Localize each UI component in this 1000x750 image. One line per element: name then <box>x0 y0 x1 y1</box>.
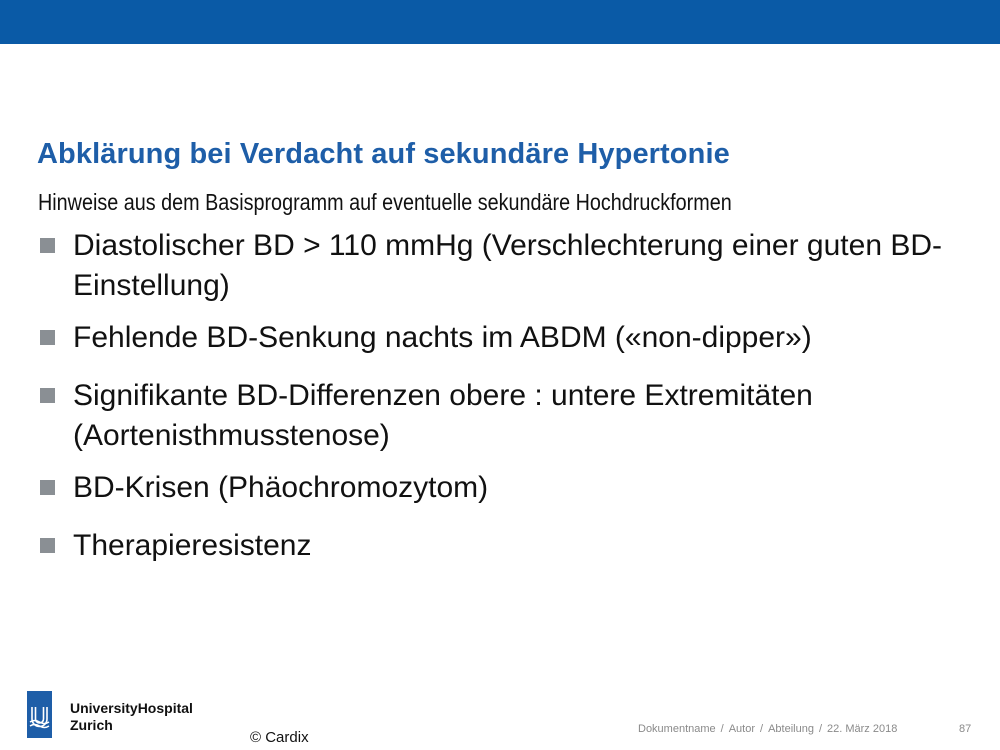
footer-separator: / <box>760 723 764 735</box>
org-name <box>70 700 193 734</box>
bullet-square-icon <box>40 238 55 253</box>
footer-separator: / <box>720 723 724 735</box>
bullet-text: Signifikante BD-Differenzen obere : untere Extremitäten (Aortenisthmusstenose) <box>73 379 813 452</box>
org-name-line2: Zurich <box>70 717 113 733</box>
bullet-item <box>38 226 988 306</box>
bullet-text: Fehlende BD-Senkung nachts im ABDM («non-dipper») <box>73 321 812 354</box>
header-bar <box>0 0 1000 44</box>
bullet-square-icon <box>40 538 55 553</box>
date: 22. März 2018 <box>827 723 898 735</box>
slide-subtitle: Hinweise aus dem Basisprogramm auf eventuelle sekundäre Hochdruckformen <box>38 189 732 215</box>
bullet-square-icon <box>40 330 55 345</box>
bullet-list <box>38 226 988 584</box>
copyright-text: © Cardix <box>250 729 309 746</box>
bullet-text: Therapieresistenz <box>73 529 312 562</box>
page-number: 87 <box>959 723 972 735</box>
author: Autor <box>728 723 756 735</box>
bullet-square-icon <box>40 388 55 403</box>
bullet-square-icon <box>40 480 55 495</box>
bullet-item <box>38 376 988 456</box>
usz-logo-icon <box>27 691 52 738</box>
doc-name: Dokumentname <box>638 723 716 735</box>
footer-separator: / <box>818 723 823 735</box>
bullet-text: Diastolischer BD > 110 mmHg (Verschlechterung einer guten BD-Einstellung) <box>73 229 943 302</box>
footer-meta <box>638 723 897 735</box>
bullet-text: BD-Krisen (Phäochromozytom) <box>73 471 489 504</box>
org-name-line1: UniversityHospital <box>70 700 193 716</box>
department: Abteilung <box>768 723 814 735</box>
bullet-item <box>38 318 988 358</box>
bullet-item <box>38 526 988 566</box>
slide-title: Abklärung bei Verdacht auf sekundäre Hypertonie <box>37 138 730 170</box>
bullet-item <box>38 468 988 508</box>
